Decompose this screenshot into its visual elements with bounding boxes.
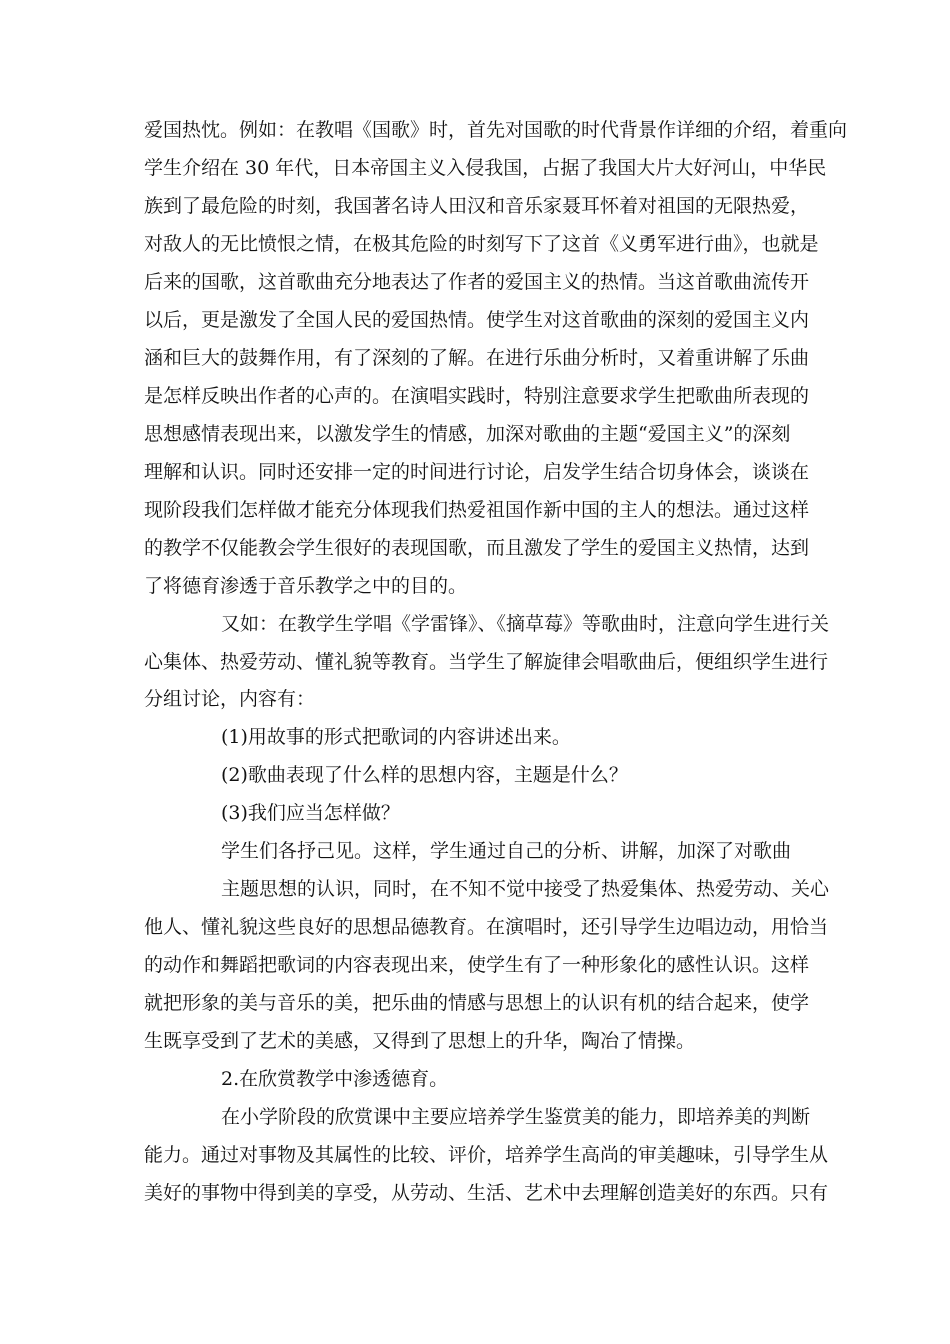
text-line: 爱国热忱。例如：在教唱《国歌》时，首先对国歌的时代背景作详细的介绍，着重向 — [144, 119, 848, 141]
text-line: 心集体、热爱劳动、懂礼貌等教育。当学生了解旋律会唱歌曲后，便组织学生进行 — [144, 651, 829, 673]
text-line: 在小学阶段的欣赏课中主要应培养学生鉴赏美的能力，即培养美的判断 — [221, 1106, 811, 1128]
text-line: 后来的国歌，这首歌曲充分地表达了作者的爱国主义的热情。当这首歌曲流传开 — [144, 271, 810, 293]
text-line: 以后，更是激发了全国人民的爱国热情。使学生对这首歌曲的深刻的爱国主义内 — [144, 309, 810, 331]
text-line: 了将德育渗透于音乐教学之中的目的。 — [144, 575, 468, 597]
text-line: 的教学不仅能教会学生很好的表现国歌，而且激发了学生的爱国主义热情，达到 — [144, 537, 810, 559]
text-line: 能力。通过对事物及其属性的比较、评价，培养学生高尚的审美趣味，引导学生从 — [144, 1144, 829, 1166]
text-line: 的动作和舞蹈把歌词的内容表现出来，使学生有了一种形象化的感性认识。这样 — [144, 954, 810, 976]
text-line: 族到了最危险的时刻，我国著名诗人田汉和音乐家聂耳怀着对祖国的无限热爱， — [144, 195, 810, 217]
section-heading: 2.在欣赏教学中渗透德育。 — [221, 1068, 449, 1090]
text-line: 现阶段我们怎样做才能充分体现我们热爱祖国作新中国的主人的想法。通过这样 — [144, 499, 810, 521]
text-line: 学生们各抒己见。这样，学生通过自己的分析、讲解，加深了对歌曲 — [221, 840, 792, 862]
text-line: 思想感情表现出来，以激发学生的情感，加深对歌曲的主题“爱国主义”的深刻 — [144, 423, 791, 445]
list-item: (1)用故事的形式把歌词的内容讲述出来。 — [221, 726, 571, 748]
list-item: (2)歌曲表现了什么样的思想内容，主题是什么？ — [221, 764, 628, 786]
text-line: 美好的事物中得到美的享受，从劳动、生活、艺术中去理解创造美好的东西。只有 — [144, 1182, 829, 1204]
text-line: 是怎样反映出作者的心声的。在演唱实践时，特别注意要求学生把歌曲所表现的 — [144, 385, 810, 407]
list-item: (3)我们应当怎样做？ — [221, 802, 400, 824]
text-line: 主题思想的认识，同时，在不知不觉中接受了热爱集体、热爱劳动、关心 — [221, 878, 830, 900]
text-line: 涵和巨大的鼓舞作用，有了深刻的了解。在进行乐曲分析时，又着重讲解了乐曲 — [144, 347, 810, 369]
text-line: 学生介绍在 30 年代，日本帝国主义入侵我国，占据了我国大片大好河山，中华民 — [144, 157, 827, 179]
text-line: 理解和认识。同时还安排一定的时间进行讨论，启发学生结合切身体会，谈谈在 — [144, 461, 810, 483]
text-line: 分组讨论，内容有： — [144, 688, 316, 710]
text-line: 对敌人的无比愤恨之情，在极其危险的时刻写下了这首《义勇军进行曲》，也就是 — [144, 233, 819, 255]
text-line: 他人、懂礼貌这些良好的思想品德教育。在演唱时，还引导学生边唱边动，用恰当 — [144, 916, 829, 938]
text-line: 就把形象的美与音乐的美，把乐曲的情感与思想上的认识有机的结合起来，使学 — [144, 992, 810, 1014]
text-line: 又如：在教学生学唱《学雷锋》、《摘草莓》等歌曲时，注意向学生进行关 — [221, 613, 830, 635]
text-line: 生既享受到了艺术的美感，又得到了思想上的升华，陶冶了情操。 — [144, 1030, 696, 1052]
